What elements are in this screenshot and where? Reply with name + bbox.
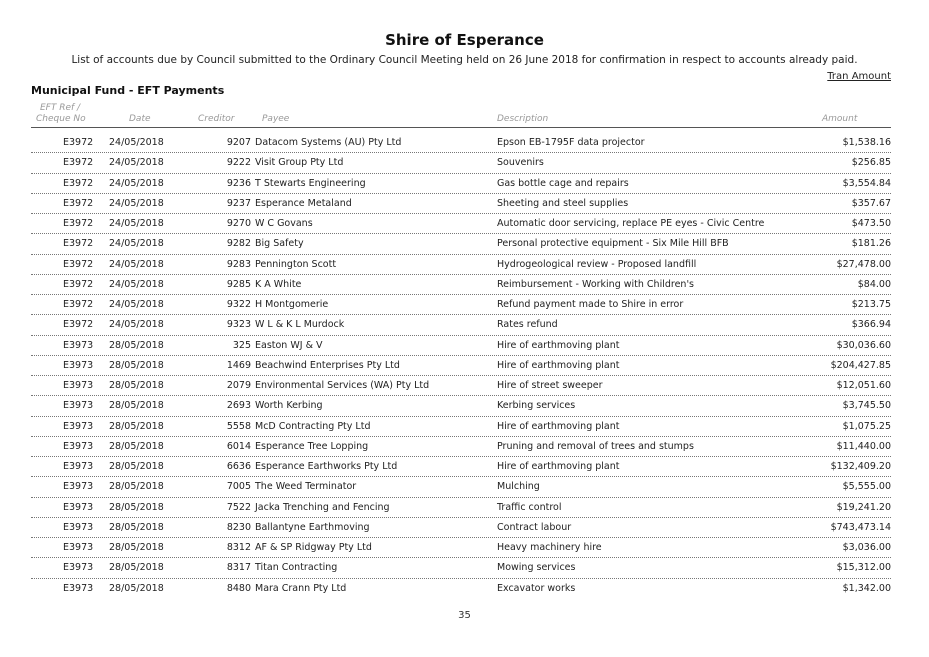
cell-amount: $743,473.14 (830, 521, 891, 533)
cell-date: 28/05/2018 (109, 562, 164, 574)
cell-ref: E3972 (63, 177, 94, 189)
tran-amount-label: Tran Amount (827, 71, 891, 82)
cell-creditor: 325 (232, 339, 251, 351)
cell-amount: $12,051.60 (836, 380, 891, 391)
cell-ref: E3973 (63, 420, 94, 432)
cell-date: 28/05/2018 (109, 582, 164, 594)
cell-amount: $3,036.00 (842, 542, 891, 553)
cell-date: 28/05/2018 (109, 359, 164, 371)
cell-description: Pruning and removal of trees and stumps (497, 440, 694, 452)
cell-creditor: 7005 (226, 481, 251, 493)
cell-date: 24/05/2018 (109, 157, 164, 169)
cell-payee: W C Govans (255, 218, 313, 229)
cell-date: 28/05/2018 (109, 542, 164, 553)
cell-creditor: 6636 (226, 461, 251, 472)
cell-description: Kerbing services (497, 400, 576, 412)
cell-ref: E3972 (63, 137, 94, 148)
cell-creditor: 8317 (226, 562, 251, 574)
cell-description: Hire of street sweeper (497, 380, 603, 391)
cell-amount: $15,312.00 (836, 562, 891, 574)
cell-amount: $19,241.20 (836, 501, 891, 513)
cell-ref: E3973 (63, 582, 94, 594)
cell-amount: $181.26 (851, 238, 891, 250)
cell-payee: Pennington Scott (255, 258, 337, 270)
cell-ref: E3972 (63, 197, 94, 209)
header-divider (31, 127, 891, 128)
header-ref-line2: Cheque No (36, 114, 86, 124)
cell-date: 24/05/2018 (109, 258, 164, 270)
table-row (31, 315, 891, 335)
cell-description: Gas bottle cage and repairs (497, 177, 629, 189)
table-row (31, 174, 891, 194)
cell-date: 28/05/2018 (109, 400, 164, 412)
cell-description: Automatic door servicing, replace PE eyes - Civic Centre (497, 218, 765, 229)
cell-description: Heavy machinery hire (497, 542, 602, 553)
cell-date: 28/05/2018 (109, 339, 164, 351)
cell-description: Excavator works (497, 582, 576, 594)
cell-ref: E3972 (63, 258, 94, 270)
table-row (31, 417, 891, 437)
page-title: Shire of Esperance (385, 31, 544, 49)
cell-ref: E3973 (63, 521, 94, 533)
table-row (31, 214, 891, 234)
cell-payee: Big Safety (255, 238, 304, 250)
cell-payee: Easton WJ & V (255, 339, 323, 351)
table-row (31, 558, 891, 578)
cell-ref: E3972 (63, 238, 94, 250)
cell-amount: $5,555.00 (842, 481, 891, 493)
cell-payee: Esperance Tree Lopping (255, 440, 369, 452)
section-title: Municipal Fund - EFT Payments (31, 84, 225, 97)
table-row (31, 336, 891, 356)
cell-payee: The Weed Terminator (255, 481, 357, 493)
cell-date: 24/05/2018 (109, 177, 164, 189)
cell-creditor: 9207 (226, 137, 251, 148)
table-row (31, 457, 891, 477)
cell-date: 28/05/2018 (109, 521, 164, 533)
table-row (31, 133, 891, 153)
cell-description: Mulching (497, 481, 540, 493)
cell-date: 28/05/2018 (109, 380, 164, 391)
cell-creditor: 9283 (226, 258, 251, 270)
table-row (31, 275, 891, 295)
table-row (31, 396, 891, 416)
cell-ref: E3973 (63, 440, 94, 452)
cell-date: 24/05/2018 (109, 299, 164, 310)
cell-amount: $357.67 (851, 197, 891, 209)
cell-payee: Esperance Earthworks Pty Ltd (255, 461, 398, 472)
cell-date: 28/05/2018 (109, 440, 164, 452)
cell-creditor: 9270 (226, 218, 251, 229)
table-row (31, 376, 891, 396)
cell-description: Contract labour (497, 521, 572, 533)
cell-creditor: 1469 (226, 359, 251, 371)
cell-ref: E3973 (63, 400, 94, 412)
page-number: 35 (458, 610, 471, 621)
cell-date: 28/05/2018 (109, 501, 164, 513)
page-subtitle: List of accounts due by Council submitted to the Ordinary Council Meeting held on 26 June 2018 for confirmation in respect to accounts already paid. (71, 54, 858, 66)
cell-payee: Mara Crann Pty Ltd (255, 582, 347, 594)
cell-ref: E3973 (63, 461, 94, 472)
cell-creditor: 6014 (226, 440, 251, 452)
cell-description: Hire of earthmoving plant (497, 420, 620, 432)
cell-description: Traffic control (497, 501, 562, 513)
cell-ref: E3973 (63, 339, 94, 351)
cell-amount: $11,440.00 (836, 440, 891, 452)
cell-amount: $132,409.20 (830, 461, 891, 472)
cell-amount: $30,036.60 (836, 339, 891, 351)
cell-creditor: 9222 (226, 157, 251, 169)
cell-description: Hire of earthmoving plant (497, 359, 620, 371)
cell-amount: $256.85 (851, 157, 891, 169)
cell-date: 28/05/2018 (109, 461, 164, 472)
header-creditor: Creditor (198, 114, 235, 124)
header-amount: Amount (822, 114, 858, 124)
cell-creditor: 5558 (226, 420, 251, 432)
header-ref-line1: EFT Ref / (40, 103, 81, 113)
cell-ref: E3972 (63, 319, 94, 331)
table-row (31, 498, 891, 518)
cell-description: Sheeting and steel supplies (497, 197, 629, 209)
cell-amount: $473.50 (851, 218, 891, 229)
cell-amount: $213.75 (851, 299, 891, 310)
cell-payee: Environmental Services (WA) Pty Ltd (255, 380, 430, 391)
table-row (31, 356, 891, 376)
cell-payee: AF & SP Ridgway Pty Ltd (255, 542, 372, 553)
cell-creditor: 9236 (226, 177, 251, 189)
cell-amount: $366.94 (851, 319, 891, 331)
cell-date: 24/05/2018 (109, 278, 164, 290)
cell-payee: McD Contracting Pty Ltd (255, 420, 371, 432)
cell-amount: $204,427.85 (830, 359, 891, 371)
table-row (31, 477, 891, 497)
cell-ref: E3973 (63, 501, 94, 513)
cell-payee: K A White (255, 278, 302, 290)
cell-ref: E3973 (63, 542, 94, 553)
header-description: Description (497, 114, 549, 124)
cell-creditor: 2079 (226, 380, 251, 391)
cell-creditor: 8480 (226, 582, 251, 594)
cell-creditor: 9322 (226, 299, 251, 310)
cell-ref: E3973 (63, 359, 94, 371)
cell-creditor: 9282 (226, 238, 251, 250)
cell-payee: Visit Group Pty Ltd (255, 157, 344, 169)
cell-amount: $27,478.00 (836, 258, 891, 270)
table-row (31, 538, 891, 558)
cell-ref: E3972 (63, 218, 94, 229)
cell-payee: Datacom Systems (AU) Pty Ltd (255, 137, 402, 148)
cell-date: 24/05/2018 (109, 197, 164, 209)
cell-payee: T Stewarts Engineering (255, 177, 366, 189)
table-row (31, 194, 891, 214)
cell-amount: $1,538.16 (842, 137, 891, 148)
cell-payee: Titan Contracting (255, 562, 338, 574)
table-row (31, 518, 891, 538)
cell-creditor: 8312 (226, 542, 251, 553)
cell-payee: Beachwind Enterprises Pty Ltd (255, 359, 400, 371)
cell-amount: $84.00 (857, 278, 891, 290)
cell-description: Hire of earthmoving plant (497, 461, 620, 472)
cell-date: 28/05/2018 (109, 420, 164, 432)
cell-payee: Jacka Trenching and Fencing (255, 501, 390, 513)
table-row (31, 153, 891, 173)
cell-amount: $3,745.50 (842, 400, 891, 412)
cell-description: Souvenirs (497, 157, 544, 169)
cell-ref: E3972 (63, 157, 94, 169)
table-row (31, 579, 891, 599)
header-payee: Payee (262, 114, 290, 124)
cell-amount: $3,554.84 (842, 177, 891, 189)
table-row (31, 295, 891, 315)
cell-payee: Ballantyne Earthmoving (255, 521, 370, 533)
table-row (31, 255, 891, 275)
payments-table (31, 133, 891, 599)
cell-description: Rates refund (497, 319, 558, 331)
cell-ref: E3973 (63, 380, 94, 391)
cell-creditor: 7522 (226, 501, 251, 513)
cell-ref: E3973 (63, 562, 94, 574)
cell-date: 24/05/2018 (109, 238, 164, 250)
cell-creditor: 9323 (226, 319, 251, 331)
table-row (31, 437, 891, 457)
cell-creditor: 8230 (226, 521, 251, 533)
cell-date: 24/05/2018 (109, 218, 164, 229)
cell-amount: $1,075.25 (842, 420, 891, 432)
cell-payee: H Montgomerie (255, 299, 329, 310)
table-row (31, 234, 891, 254)
cell-date: 24/05/2018 (109, 137, 164, 148)
cell-amount: $1,342.00 (842, 582, 891, 594)
cell-creditor: 9237 (226, 197, 251, 209)
cell-ref: E3973 (63, 481, 94, 493)
cell-payee: W L & K L Murdock (255, 319, 345, 331)
header-date: Date (129, 114, 151, 124)
cell-date: 28/05/2018 (109, 481, 164, 493)
cell-description: Hire of earthmoving plant (497, 339, 620, 351)
cell-description: Hydrogeological review - Proposed landfill (497, 258, 697, 270)
cell-description: Refund payment made to Shire in error (497, 299, 684, 310)
cell-creditor: 2693 (226, 400, 251, 412)
cell-description: Personal protective equipment - Six Mile Hill BFB (497, 238, 729, 250)
cell-ref: E3972 (63, 278, 94, 290)
cell-payee: Worth Kerbing (255, 400, 323, 412)
cell-creditor: 9285 (226, 278, 251, 290)
cell-date: 24/05/2018 (109, 319, 164, 331)
cell-description: Epson EB-1795F data projector (497, 137, 645, 148)
cell-description: Mowing services (497, 562, 576, 574)
cell-description: Reimbursement - Working with Children's (497, 278, 695, 290)
cell-payee: Esperance Metaland (255, 197, 352, 209)
cell-ref: E3972 (63, 299, 94, 310)
